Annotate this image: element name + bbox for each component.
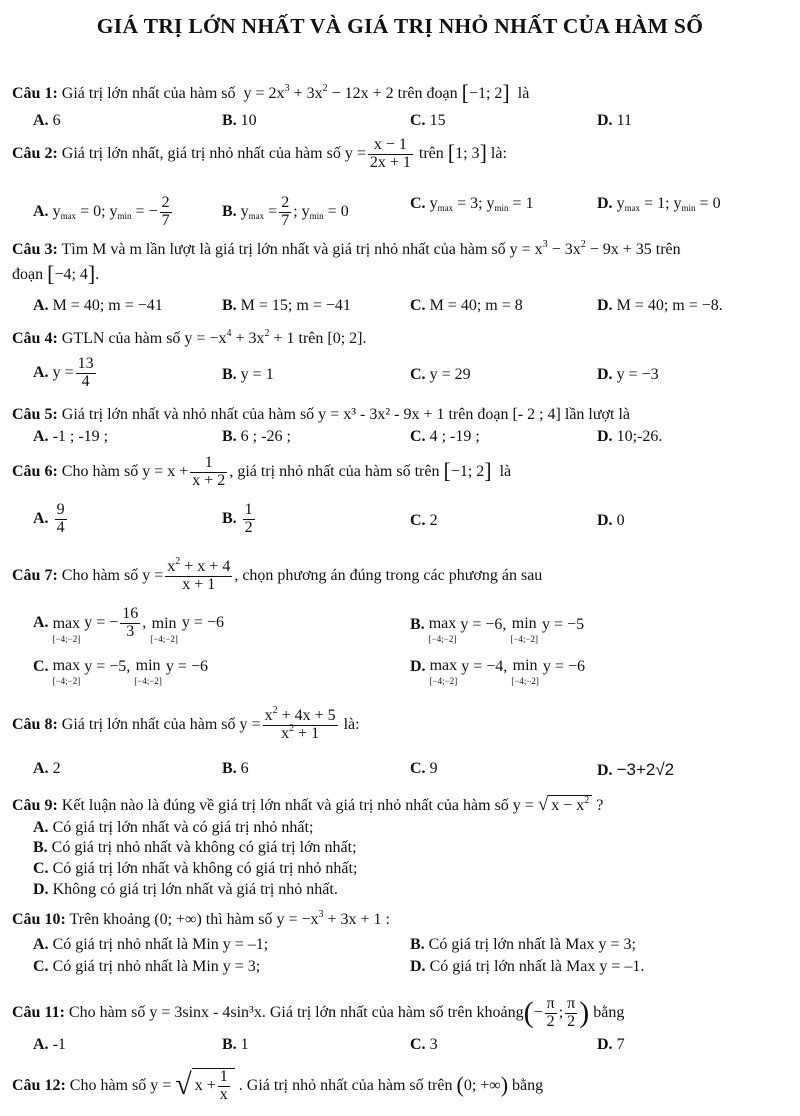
question-text: Cho hàm số [57,462,143,480]
option-d[interactable]: D. −3+2√2 [597,760,675,779]
question-12 [12,1068,543,1104]
question-text: : [381,911,390,928]
option-b[interactable]: B. M = 15; m = −41 [222,297,351,314]
question-text: ? [592,797,604,814]
option-a[interactable]: A. Có giá trị lớn nhất và có giá trị nhỏ nhất; [33,819,314,836]
formula: y = x + $\frac{1}{x + 2}$ [142,454,226,489]
question-5 [12,406,630,424]
question-text: , giá trị nhỏ nhất của hàm số trên [229,462,444,480]
question-text: Cho hàm số [65,1077,151,1094]
option-b[interactable]: B. y = 1 [222,366,274,383]
option-a[interactable]: A. -1 ; -19 ; [33,428,109,445]
question-number: Câu 9: [12,797,58,814]
option-d[interactable]: D. y = −3 [597,366,659,383]
option-d[interactable]: D. 0 [597,512,625,529]
question-text: là [495,462,512,480]
option-d[interactable]: D. $y_{max} = 1$; $y_{min} = 0$ [597,195,721,213]
option-c[interactable]: C. 3 [410,1036,438,1053]
question-text: Kết luận nào là đúng về giá trị lớn nhất và giá trị nhỏ nhất của hàm số [57,797,513,814]
option-a[interactable]: A. $\frac{9}{4}$ [33,501,65,536]
option-d[interactable]: D. 7 [597,1036,625,1053]
option-c[interactable]: C. Có giá trị nhỏ nhất là Min y = 3; [33,958,261,975]
question-text: là [513,85,530,102]
question-text: Giá trị lớn nhất, giá trị nhỏ nhất của hàm số [57,144,345,162]
question-text: Cho hàm số y = 3sinx - 4sin³x. Giá trị lớn nhất của hàm số trên khoảng [64,1003,524,1021]
option-a[interactable]: A. max [−4;−2] y = − $\frac{16}{3}$ , min [−4;−2] y = −6 [33,605,224,644]
question-text: là: [339,715,360,733]
formula: y = √ x + $\frac{1}{x}$ [150,1077,235,1094]
question-number: Câu 11: [12,1003,65,1021]
option-c[interactable]: C. max [−4;−2] y = −5, min [−4;−2] y = −6 [33,657,208,686]
option-c[interactable]: C. 9 [410,760,438,777]
option-c[interactable]: C. Có giá trị lớn nhất và không có giá trị nhỏ nhất; [33,860,358,877]
option-b[interactable]: B. $y_{max}$ = $\frac{2}{7}$ ; $y_{min} = 0$ [222,194,349,229]
formula: $y = x^3 - 3x^2 - 9x + 35$ [509,239,652,258]
option-d[interactable]: D. 10;-26. [597,428,663,445]
formula: $y = -x^4 + 3x^2 + 1$ [184,328,295,347]
option-a[interactable]: A. 6 [33,112,61,129]
question-6 [12,455,511,490]
option-d[interactable]: D. Có giá trị lớn nhất là Max y = –1. [410,958,645,975]
question-text: , chọn phương án đúng trong các phương án sau [234,566,543,584]
question-text: Giá trị lớn nhất của hàm số [57,85,240,102]
interval: [1; 3] [447,139,487,165]
question-8 [12,705,360,743]
question-number: Câu 10: [12,911,66,928]
question-11 [12,996,624,1031]
question-10 [12,911,390,929]
option-d[interactable]: D. max [−4;−2] y = −4, min [−4;−2] y = −6 [410,657,585,686]
option-a[interactable]: A. -1 [33,1036,66,1053]
question-number: Câu 12: [12,1077,66,1094]
option-d[interactable]: D. Không có giá trị lớn nhất và giá trị nhỏ nhất. [33,881,338,898]
interval: (0; +∞) [456,1072,509,1097]
option-b[interactable]: B. 6 [222,760,249,777]
question-text: Giá trị lớn nhất của hàm số [57,715,240,733]
question-9 [12,794,603,816]
question-text: là: [486,144,507,162]
option-c[interactable]: C. M = 40; m = 8 [410,297,523,314]
option-b[interactable]: B. 6 ; -26 ; [222,428,291,445]
option-b[interactable]: B. max [−4;−2] y = −6, min [−4;−2] y = −5 [410,615,585,644]
question-text: Giá trị lớn nhất và nhỏ nhất của hàm số y = x³ - 3x² - 9x + 1 trên đoạn [- 2 ; 4] lần lượt là [57,406,630,423]
option-b[interactable]: B. $\frac{1}{2}$ [222,501,253,536]
question-number: Câu 4: [12,330,58,347]
question-3 [12,241,681,259]
page-title: GIÁ TRỊ LỚN NHẤT VÀ GIÁ TRỊ NHỎ NHẤT CỦA HÀM SỐ [96,14,704,38]
option-c[interactable]: C. 4 ; -19 ; [410,428,480,445]
question-4 [12,330,367,348]
question-7 [12,556,543,594]
question-text: GTLN của hàm số [57,330,185,347]
question-text: bằng [508,1077,544,1094]
question-text: bằng [589,1003,625,1021]
option-d[interactable]: D. 11 [597,112,632,129]
question-text: . Giá trị nhỏ nhất của hàm số trên [234,1077,457,1094]
question-text: đoạn [12,266,48,283]
question-3-line-2 [12,261,100,286]
formula: y = $\frac{x^2 + x + 4}{x + 1}$ [142,556,231,593]
option-a[interactable]: A. y = $\frac{13}{4}$ [33,355,94,390]
formula: $y = 2x^3 + 3x^2 - 12x + 2$ [239,83,394,102]
question-text: trên [0; 2]. [294,330,367,347]
option-c[interactable]: C. 2 [410,512,438,529]
question-text: Tìm M và m lần lượt là giá trị lớn nhất và giá trị nhỏ nhất của hàm số [57,241,510,258]
question-1 [12,80,530,105]
question-2 [12,137,507,172]
question-text: trên [414,144,448,162]
option-c[interactable]: C. 15 [410,112,446,129]
option-a[interactable]: A. Có giá trị nhỏ nhất là Min y = –1; [33,936,269,953]
question-number: Câu 2: [12,144,58,162]
option-a[interactable]: A. M = 40; m = −41 [33,297,163,314]
interval: [−1; 2] [461,80,510,105]
question-number: Câu 5: [12,406,58,423]
option-b[interactable]: B. 1 [222,1036,249,1053]
question-number: Câu 6: [12,462,58,480]
option-b[interactable]: B. 10 [222,112,257,129]
question-text: Cho hàm số [57,566,143,584]
option-a[interactable]: A. 2 [33,760,61,777]
question-number: Câu 1: [12,85,58,102]
formula: y = $\frac{x^2 + 4x + 5}{x^2 + 1}$ [239,705,336,742]
question-number: Câu 8: [12,715,58,733]
formula: y = √ $x - x^2$ [513,797,593,814]
interval: [−4; 4]. [47,261,100,286]
option-b[interactable]: B. Có giá trị nhỏ nhất và không có giá trị lớn nhất; [33,839,357,856]
question-text: Trên khoảng (0; +∞) thì hàm số [65,911,277,928]
question-text: trên [651,241,681,258]
question-number: Câu 3: [12,241,58,258]
question-text: trên đoạn [393,85,462,102]
interval: [−1; 2] [443,457,492,483]
question-number: Câu 7: [12,566,58,584]
option-b[interactable]: B. Có giá trị lớn nhất là Max y = 3; [410,936,636,953]
interval: (− $\frac{\pi}{2}$ ; $\frac{\pi}{2}$ ) [523,995,590,1030]
formula: y = $\frac{x - 1}{2x + 1}$ [344,136,411,171]
option-a[interactable]: A. $y_{max} = 0$; $y_{min}$ = − $\frac{2}{7}$ [33,194,170,229]
formula: $y = -x^3 + 3x + 1$ [276,909,382,928]
option-c[interactable]: C. $y_{max} = 3$; $y_{min} = 1$ [410,195,534,213]
option-d[interactable]: D. M = 40; m = −8. [597,297,723,314]
option-c[interactable]: C. y = 29 [410,366,471,383]
